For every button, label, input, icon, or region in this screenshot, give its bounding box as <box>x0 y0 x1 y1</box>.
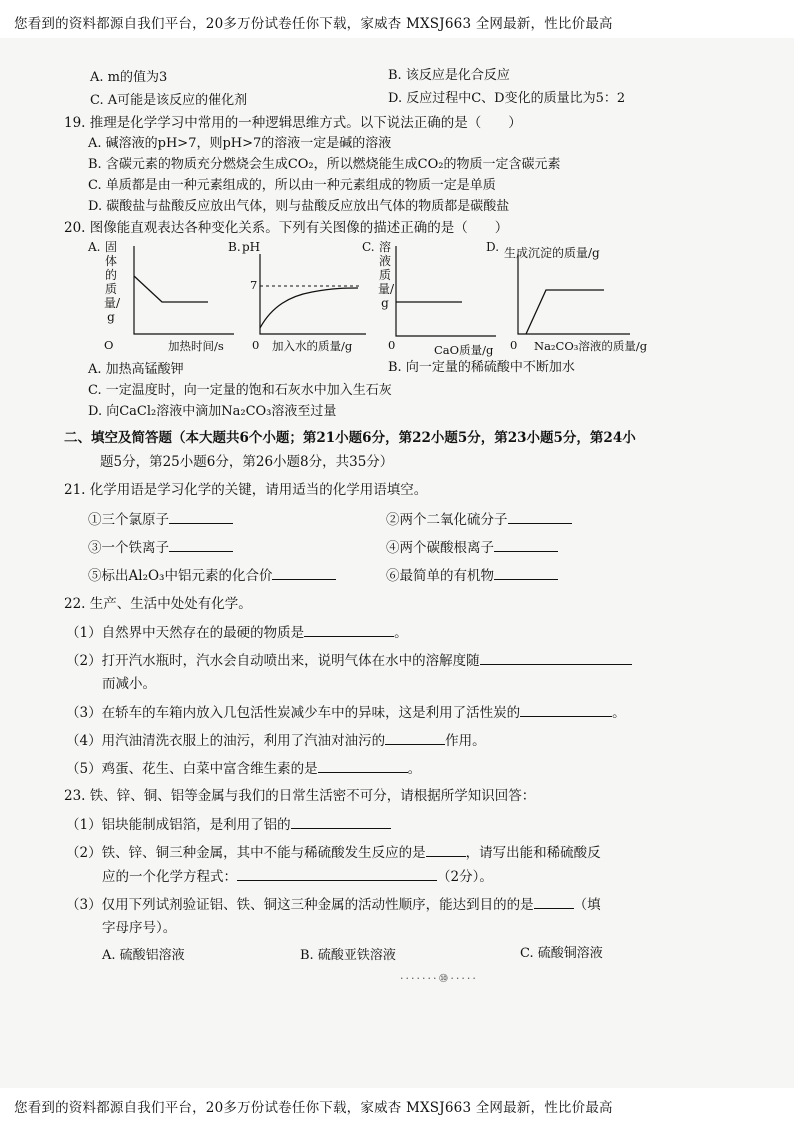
chart-b <box>228 240 378 352</box>
q23-answer-blank-2[interactable] <box>426 844 466 857</box>
bottom-banner: 您看到的资料都源自我们平台，20多万份试卷任你下载，家威杏 MXSJ663 全网最新，性比价最高 <box>14 1100 613 1116</box>
section2-title-line1: 二、填空及简答题（本大题共6个小题；第21小题6分，第22小题5分，第23小题5分，第24小 <box>64 430 636 446</box>
q21-item-1-text: ①三个氯原子 <box>88 512 169 528</box>
section2-title-line2: 题5分，第25小题6分，第26小题8分，共35分） <box>100 454 394 470</box>
q22-item-4-text: （4）用汽油清洗衣服上的油污，利用了汽油对油污的 <box>66 733 386 749</box>
chart-d-xlabel: Na₂CO₃溶液的质量/g <box>534 339 648 353</box>
q22-item-1-period: 。 <box>394 625 408 641</box>
q22-stem: 22. 生产、生活中处处有化学。 <box>64 596 252 612</box>
chart-a-xlabel: 加热时间/s <box>168 339 224 353</box>
q23-item-2-tail: ，请写出能和稀硫酸反 <box>465 845 601 861</box>
q22-item-5-period: 。 <box>407 761 422 777</box>
q23-option-b: B. 硫酸亚铁溶液 <box>300 948 396 963</box>
q22-item-3-text: （3）在轿车的车箱内放入几包活性炭减少车中的异味，这是利用了活性炭的 <box>66 705 521 721</box>
page-number-mark: ·······⑩····· <box>400 972 478 985</box>
q21-item-6 <box>386 567 558 584</box>
q23-item-2-cont <box>102 868 493 885</box>
q19-option-d: D. 碳酸盐与盐酸反应放出气体，则与盐酸反应放出气体的物质都是碳酸盐 <box>88 199 510 214</box>
q18-option-c: C. A可能是该反应的催化剂 <box>90 93 248 108</box>
q21-stem: 21. 化学用语是学习化学的关键，请用适当的化学用语填空。 <box>64 482 428 498</box>
top-banner: 您看到的资料都源自我们平台，20多万份试卷任你下载，家威杏 MXSJ663 全网最新，性比价最高 <box>14 16 613 32</box>
chart-d-axes <box>518 254 630 334</box>
q21-answer-blank-2[interactable] <box>508 511 572 524</box>
q22-item-5-text: （5）鸡蛋、花生、白菜中富含维生素的是 <box>66 761 318 777</box>
q21-answer-blank-5[interactable] <box>272 567 336 580</box>
q21-item-4 <box>386 539 558 556</box>
q22-answer-blank-2[interactable] <box>480 652 632 665</box>
chart-c-letter: C. <box>362 240 375 254</box>
q23-item-2-text: （2）铁、锌、铜三种金属，其中不能与稀硫酸发生反应的是 <box>66 845 426 861</box>
chart-d-origin: 0 <box>510 338 518 352</box>
chart-b-tick-7: 7 <box>250 278 258 292</box>
chart-d-curve <box>526 290 604 334</box>
q22-item-3-period: 。 <box>612 705 626 721</box>
q21-item-2-text: ②两个二氧化硫分子 <box>386 512 508 528</box>
q22-answer-blank-4[interactable] <box>385 732 445 745</box>
q23-option-c: C. 硫酸铜溶液 <box>520 946 603 961</box>
q21-item-5-text: ⑤标出Al₂O₃中铝元素的化合价 <box>88 568 273 584</box>
chart-b-xlabel: 加入水的质量/g <box>272 339 353 353</box>
q19-option-a: A. 碱溶液的pH>7，则pH>7的溶液一定是碱的溶液 <box>88 136 392 151</box>
q23-item-3-cont: 字母序号）。 <box>102 920 177 936</box>
q21-answer-blank-6[interactable] <box>494 567 558 580</box>
q23-item-3 <box>66 896 601 913</box>
q18-option-b: B. 该反应是化合反应 <box>388 68 510 83</box>
chart-c-origin: 0 <box>388 338 396 352</box>
chart-c-axes <box>396 246 496 336</box>
q23-item-3-tail: （填 <box>573 897 601 913</box>
chart-b-letter: B. <box>228 240 241 254</box>
q23-option-a: A. 硫酸铝溶液 <box>102 948 185 963</box>
q19-stem: 19. 推理是化学学习中常用的一种逻辑思维方式。以下说法正确的是（ ） <box>64 115 522 131</box>
q22-item-4 <box>66 732 486 749</box>
q21-answer-blank-3[interactable] <box>169 539 233 552</box>
q18-option-d: D. 反应过程中C、D变化的质量比为5：2 <box>388 91 626 106</box>
q22-answer-blank-3[interactable] <box>520 704 612 717</box>
q23-item-3-text: （3）仅用下列试剂验证铝、铁、铜这三种金属的活动性顺序，能达到目的的是 <box>66 897 534 913</box>
chart-b-curve <box>260 288 358 328</box>
q23-answer-blank-3[interactable] <box>237 868 437 881</box>
chart-c-xlabel: CaO质量/g <box>434 343 494 357</box>
chart-a-curve <box>134 276 208 302</box>
q23-item-1 <box>66 816 391 833</box>
chart-a-ylabel: 固体的质量/g <box>104 240 121 324</box>
q22-item-4-tail: 作用。 <box>445 733 486 749</box>
q22-item-2-cont: 而减小。 <box>102 676 156 692</box>
chart-c <box>362 240 502 357</box>
q21-item-6-text: ⑥最简单的有机物 <box>386 568 494 584</box>
chart-d <box>486 240 656 352</box>
chart-b-origin: 0 <box>252 338 260 352</box>
q22-item-1-text: （1）自然界中天然存在的最硬的物质是 <box>66 625 305 641</box>
q21-item-3-text: ③一个铁离子 <box>88 540 169 556</box>
q23-item-2-cont-text: 应的一个化学方程式： <box>102 869 237 885</box>
q21-answer-blank-4[interactable] <box>494 539 558 552</box>
q22-answer-blank-1[interactable] <box>304 624 394 637</box>
q23-item-2 <box>66 844 601 861</box>
q23-answer-blank-4[interactable] <box>534 896 574 909</box>
q19-option-b: B. 含碳元素的物质充分燃烧会生成CO₂，所以燃烧能生成CO₂的物质一定含碳元素 <box>88 157 561 172</box>
q21-item-5 <box>88 567 336 584</box>
q20-option-b: B. 向一定量的稀硫酸中不断加水 <box>388 360 575 375</box>
q21-item-4-text: ④两个碳酸根离子 <box>386 540 494 556</box>
chart-d-letter: D. <box>486 240 500 254</box>
q18-option-a: A. m的值为3 <box>90 70 168 85</box>
q21-item-3 <box>88 539 233 556</box>
chart-d-ylabel: 生成沉淀的质量/g <box>504 246 600 260</box>
q23-item-1-text: （1）铝块能制成铝箔，是利用了铝的 <box>66 817 291 833</box>
chart-b-axes <box>260 254 366 334</box>
chart-c-ylabel: 溶液质量/g <box>378 240 395 310</box>
chart-b-ylabel: pH <box>242 240 261 254</box>
q20-option-a: A. 加热高锰酸钾 <box>88 362 184 377</box>
q22-answer-blank-5[interactable] <box>318 760 408 773</box>
q20-option-c: C. 一定温度时，向一定量的饱和石灰水中加入生石灰 <box>88 383 392 398</box>
q22-item-1 <box>66 624 408 641</box>
q23-stem: 23. 铁、锌、铜、铝等金属与我们的日常生活密不可分，请根据所学知识回答： <box>64 788 536 804</box>
chart-a-origin: O <box>104 338 114 352</box>
q23-item-2-score: （2分）。 <box>437 869 493 885</box>
q21-answer-blank-1[interactable] <box>169 511 233 524</box>
chart-a-letter: A. <box>88 240 101 254</box>
exam-page <box>0 38 794 1088</box>
q23-answer-blank-1[interactable] <box>291 816 391 829</box>
q21-item-2 <box>386 511 572 528</box>
q20-stem: 20. 图像能直观表达各种变化关系。下列有关图像的描述正确的是（ ） <box>64 220 509 236</box>
q22-item-5 <box>66 760 421 777</box>
q19-option-c: C. 单质都是由一种元素组成的，所以由一种元素组成的物质一定是单质 <box>88 178 496 193</box>
q21-item-1 <box>88 511 233 528</box>
q22-item-2-text: （2）打开汽水瓶时，汽水会自动喷出来，说明气体在水中的溶解度随 <box>66 653 480 669</box>
q22-item-3 <box>66 704 626 721</box>
q20-option-d: D. 向CaCl₂溶液中滴加Na₂CO₃溶液至过量 <box>88 404 337 419</box>
q22-item-2 <box>66 652 632 669</box>
